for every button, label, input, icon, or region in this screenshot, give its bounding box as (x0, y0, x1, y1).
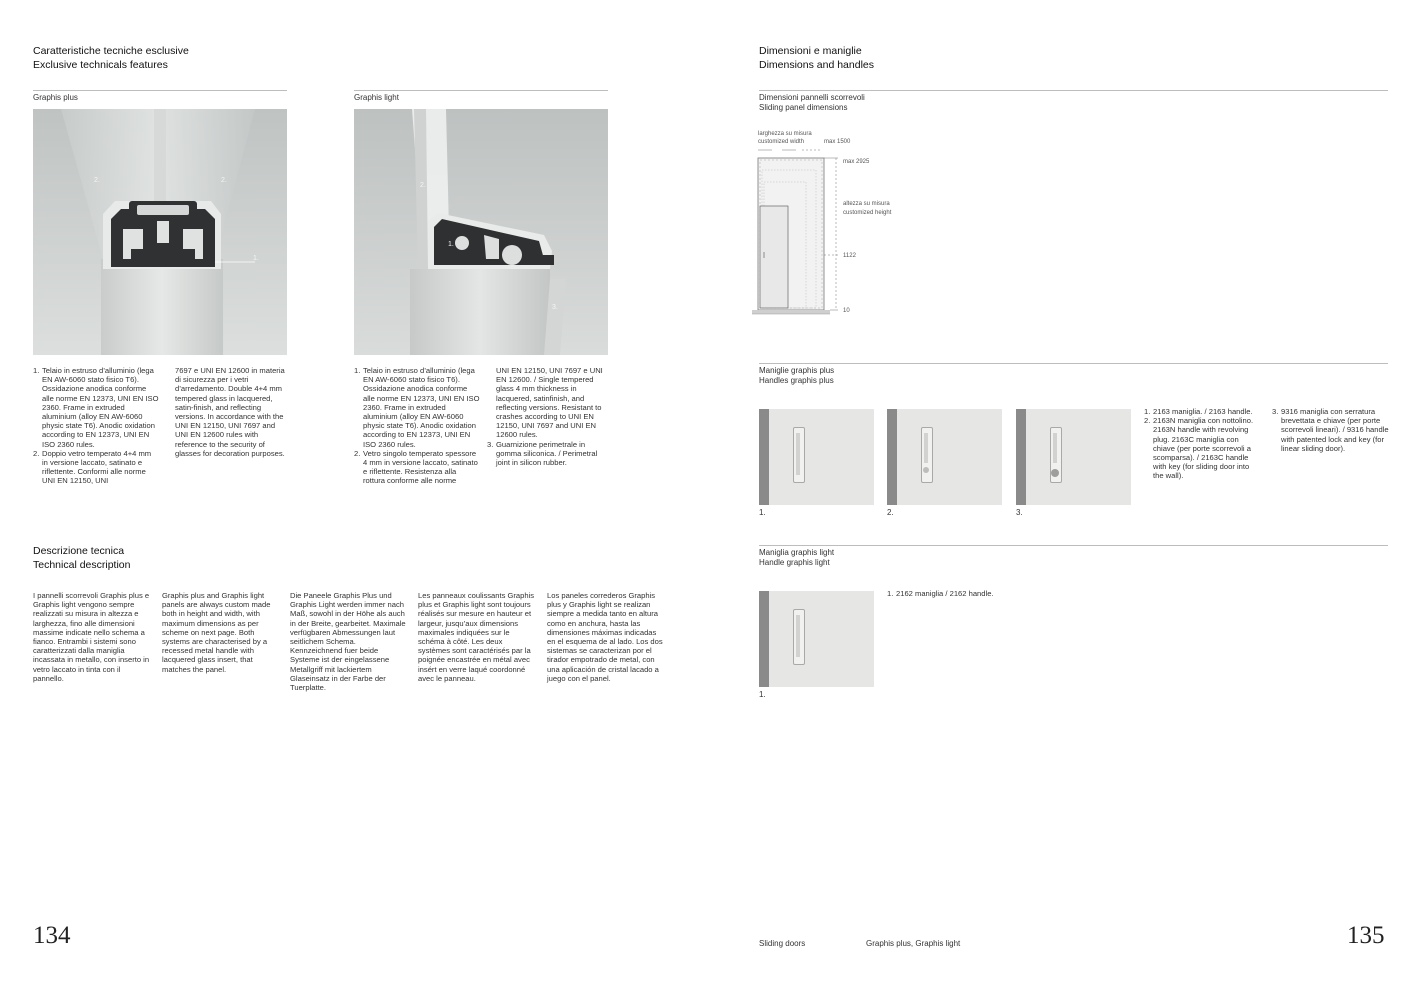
panel-dimensions-label: Dimensioni pannelli scorrevoli Sliding panel dimensions (759, 93, 865, 112)
height-label-it: altezza su misura (843, 201, 890, 207)
description-column-it: I pannelli scorrevoli Graphis plus e Graphis light vengono sempre realizzati su misura in altezza e larghezza, fino alle dimensioni massime indicate nello schema a fianco. Entrambi i sistemi sono caratterizzati dalla maniglia incassata in metallo, con inserto in vetro laccato in tinta con il pannello. (33, 591, 150, 683)
graphis-plus-notes-continued: 7697 e UNI EN 12600 in materia di sicurezza per i vetri d’arredamento. Double 4+4 mm tempered glass in lacquered, satin-finish, and reflecting versions. In accordance with the UNI EN 12150, UNI 7697 and UNI EN 12600 rules with reference to the security of glasses for decoration purposes. (175, 366, 285, 458)
footer-product: Graphis plus, Graphis light (866, 939, 961, 948)
callout-1: 1. (448, 241, 454, 248)
divider (354, 90, 608, 91)
handle-light-notes (887, 589, 1087, 598)
graphis-light-notes (354, 366, 480, 486)
handle-light-label: Maniglia graphis light Handle graphis light (759, 548, 835, 567)
handle-caption: 2. (887, 508, 894, 517)
handles-plus-notes (1144, 407, 1260, 481)
page-number-right: 135 (1347, 922, 1385, 949)
note-item: 3. 9316 maniglia con serratura brevettata e chiave (per porte scorrevoli lineari). / 9316 handle with patented lock and key (for linear sliding door). (1272, 407, 1389, 453)
callout-2: 2. (94, 177, 100, 184)
handles-plus-label: Maniglie graphis plus Handles graphis plus (759, 366, 835, 385)
handle-caption: 1. (759, 690, 766, 699)
handle-caption: 1. (759, 508, 766, 517)
graphis-light-label: Graphis light (354, 93, 399, 102)
right-page-header (759, 45, 874, 72)
description-header (33, 545, 130, 572)
graphis-plus-profile-image (33, 109, 287, 355)
header-title-en: Dimensions and handles (759, 58, 874, 71)
note-item: 2. Vetro singolo temperato spessore 4 mm in versione laccato, satinato e riflettente. Resistenza alla rottura conforme alle norme (354, 448, 478, 486)
graphis-plus-notes (33, 366, 159, 486)
width-label-it: larghezza su misura (758, 131, 812, 137)
description-column-es: Los paneles correderos Graphis plus y Graphis light se realizan siempre a medida tanto en altura como en anchura, hasta las dimensiones máximas indicadas en el esquema de al lado. Los dos sistemas se caracterizan por el tirador empotrado de metal, con una aplicación de cristal lacado a juego con el panel. (547, 591, 663, 683)
callout-2: 2. (420, 182, 426, 189)
divider (759, 90, 1388, 91)
handle-caption: 3. (1016, 508, 1023, 517)
note-item: 2. 2163N maniglia con nottolino. 2163N handle with revolving plug. 2163C maniglia con chiave (per porte scorrevoli a scomparsa). / 2163C handle with key (for sliding door into the wall). (1144, 416, 1254, 481)
handle-2162-image (759, 591, 874, 687)
max-height-label: max 2925 (843, 159, 870, 165)
graphis-light-notes-continued: UNI EN 12150, UNI 7697 e UNI EN 12600. / Single tempered glass 4 mm thickness in lacquered, satinfinish, and reflecting versions. Resistant to crashes according to UNI EN 12150, UNI 7697 and UNI EN 12600 rules. 3. Guarnizione perimetrale in gomma siliconica. / Perimetral joint in silicon rubber. (487, 366, 609, 467)
height-label-en: customized height (843, 210, 892, 216)
note-item: 2. Doppio vetro temperato 4+4 mm in versione laccato, satinato e riflettente. Conformi alle norme UNI EN 12150, UNI (33, 448, 152, 486)
description-title-en: Technical description (33, 558, 131, 571)
callout-1: 1. (253, 255, 259, 262)
sliding-panel-dimension-diagram (752, 126, 912, 322)
bottom-gap-label: 10 (843, 308, 850, 314)
note-item: 3. Guarnizione perimetrale in gomma siliconica. / Perimetral joint in silicon rubber. (487, 439, 598, 468)
handle-height-label: 1122 (843, 253, 856, 259)
note-item: 1. 2163 maniglia. / 2163 handle. (1144, 407, 1253, 416)
description-column-en: Graphis plus and Graphis light panels are always custom made both in height and width, with maximum dimensions as per scheme on next page. Both systems are characterised by a recessed metal handle with lacquered glass insert, that matches the panel. (162, 591, 271, 674)
max-width-label: max 1500 (824, 139, 851, 145)
description-column-de: Die Paneele Graphis Plus und Graphis Light werden immer nach Maß, sowohl in der Höhe als auch in der Breite, gearbeitet. Maximale verfügbaren Abmessungen laut seitlichem Schema. Kennzeichnend fuer beide Systeme ist der eingelassene Metallgriff mit lackiertem Glaseinsatz in der Farbe der Tuerplatte. (290, 591, 406, 693)
handle-9316-image (1016, 409, 1131, 505)
handle-2163-image (759, 409, 874, 505)
page-number-left: 134 (33, 922, 71, 949)
handles-plus-notes-col2 (1272, 407, 1390, 453)
description-title-it: Descrizione tecnica (33, 545, 125, 557)
footer-section: Sliding doors (759, 939, 806, 948)
divider (759, 545, 1388, 546)
graphis-light-profile-image (354, 109, 608, 355)
note-item: 1. Telaio in estruso d’alluminio (lega EN AW-6060 stato fisico T6). Ossidazione anodica conforme alle norme EN 12373, UNI EN ISO 2360. Frame in extruded aluminium (alloy EN AW-6060 physic state T6). Anodic oxidation according to EN 12373, UNI EN ISO 2360 rules. (354, 366, 480, 449)
handle-2163N-image (887, 409, 1002, 505)
divider (33, 90, 287, 91)
divider (759, 363, 1388, 364)
width-label-en: customized width (758, 139, 805, 145)
callout-3: 3. (552, 304, 558, 311)
header-title-it: Dimensioni e maniglie (759, 45, 862, 57)
note-item: 1. Telaio in estruso d’alluminio (lega EN AW-6060 stato fisico T6). Ossidazione anodica conforme alle norme EN 12373, UNI EN ISO 2360. Frame in extruded aluminium (alloy EN AW-6060 physic state T6). Anodic oxidation according to EN 12373, UNI EN ISO 2360 rules. (33, 366, 159, 449)
callout-2: 2. (221, 177, 227, 184)
header-title-it: Caratteristiche tecniche esclusive (33, 45, 189, 57)
description-column-fr: Les panneaux coulissants Graphis plus et Graphis light sont toujours réalisés sur mesure en hauteur et largeur, jusqu’aux dimensions maximales indiquées sur le schéma à côté. Les deux systèmes sont caractérisés par la poignée encastrée en métal avec insért en verre laqué coordonné avec le panneau. (418, 591, 535, 683)
graphis-plus-label: Graphis plus (33, 93, 78, 102)
note-item: 1. 2162 maniglia / 2162 handle. (887, 589, 994, 598)
header-title-en: Exclusive technicals features (33, 58, 168, 71)
left-page-header (33, 45, 189, 72)
